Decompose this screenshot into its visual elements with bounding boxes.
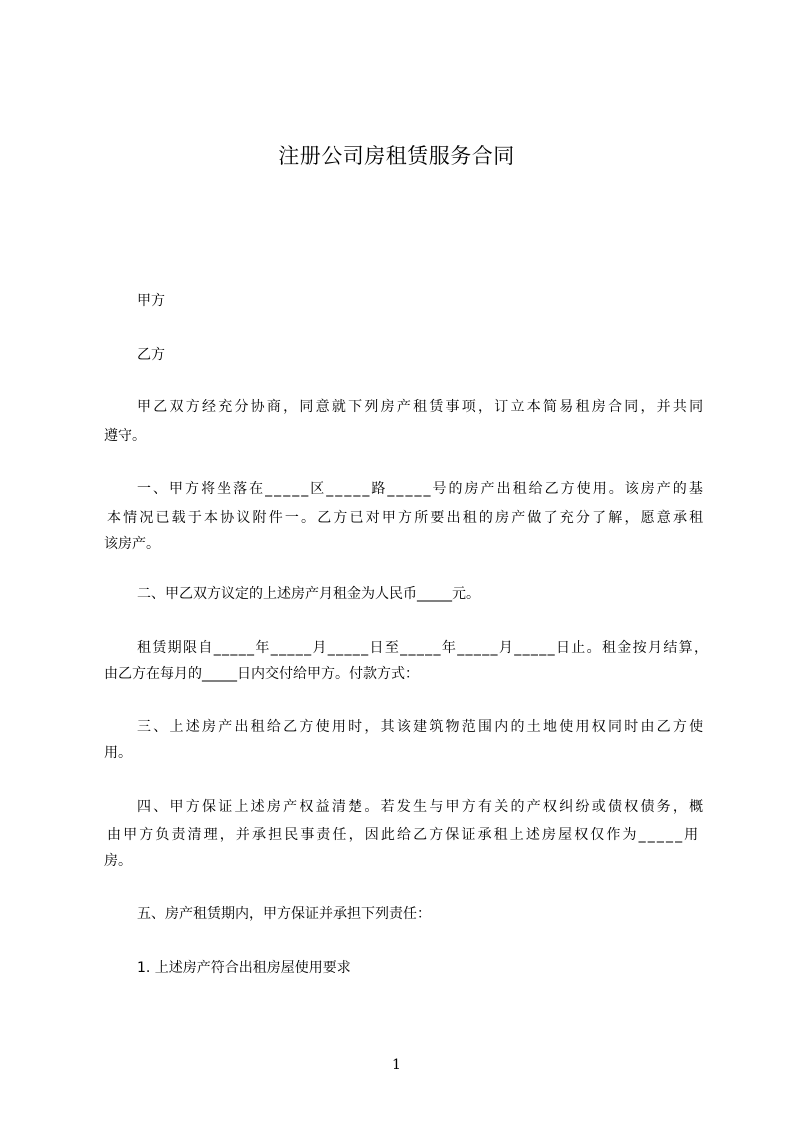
intro-line-1: 甲乙双方经充分协商，同意就下列房产租赁事项，订立本简易租房合同，并共同: [137, 399, 706, 415]
lease-term-line-1: 租赁期限自_____年_____月_____日至_____年_____月_____日止。租金按月结算，: [137, 640, 710, 656]
clause-5: 五、房产租赁期内，甲方保证并承担下列责任：: [137, 906, 431, 922]
lease-term-line-2: 由乙方在每月的_____日内交付给甲方。付款方式：: [104, 666, 419, 682]
clause-1-line-3: 该房产。: [104, 536, 160, 552]
clause-3-line-2: 用。: [104, 745, 132, 761]
clause-1-line-1: 一、甲方将坐落在_____区_____路_____号的房产出租给乙方使用。该房产的基: [137, 481, 705, 497]
party-b-label: 乙方: [137, 347, 165, 363]
clause-2: 二、甲乙双方议定的上述房产月租金为人民币_____元。: [137, 586, 480, 602]
clause-4-line-1: 四、甲方保证上述房产权益清楚。若发生与甲方有关的产权纠纷或债权债务，概: [137, 799, 706, 815]
document-title: 注册公司房租赁服务合同: [278, 144, 515, 168]
party-a-label: 甲方: [137, 293, 165, 309]
clause-1-line-2: 本情况已载于本协议附件一。乙方已对甲方所要出租的房产做了充分了解，愿意承租: [107, 510, 706, 526]
clause-4-line-2: 由甲方负责清理，并承担民事责任，因此给乙方保证承租上述房屋权仅作为_____用: [107, 827, 701, 843]
clause-4-line-3: 房。: [104, 853, 132, 869]
intro-line-2: 遵守。: [104, 428, 146, 444]
page-number: 1: [392, 1057, 401, 1073]
clause-3-line-1: 三、上述房产出租给乙方使用时，其该建筑物范围内的土地使用权同时由乙方使: [137, 719, 706, 735]
item-1: 1. 上述房产符合出租房屋使用要求: [137, 960, 351, 976]
